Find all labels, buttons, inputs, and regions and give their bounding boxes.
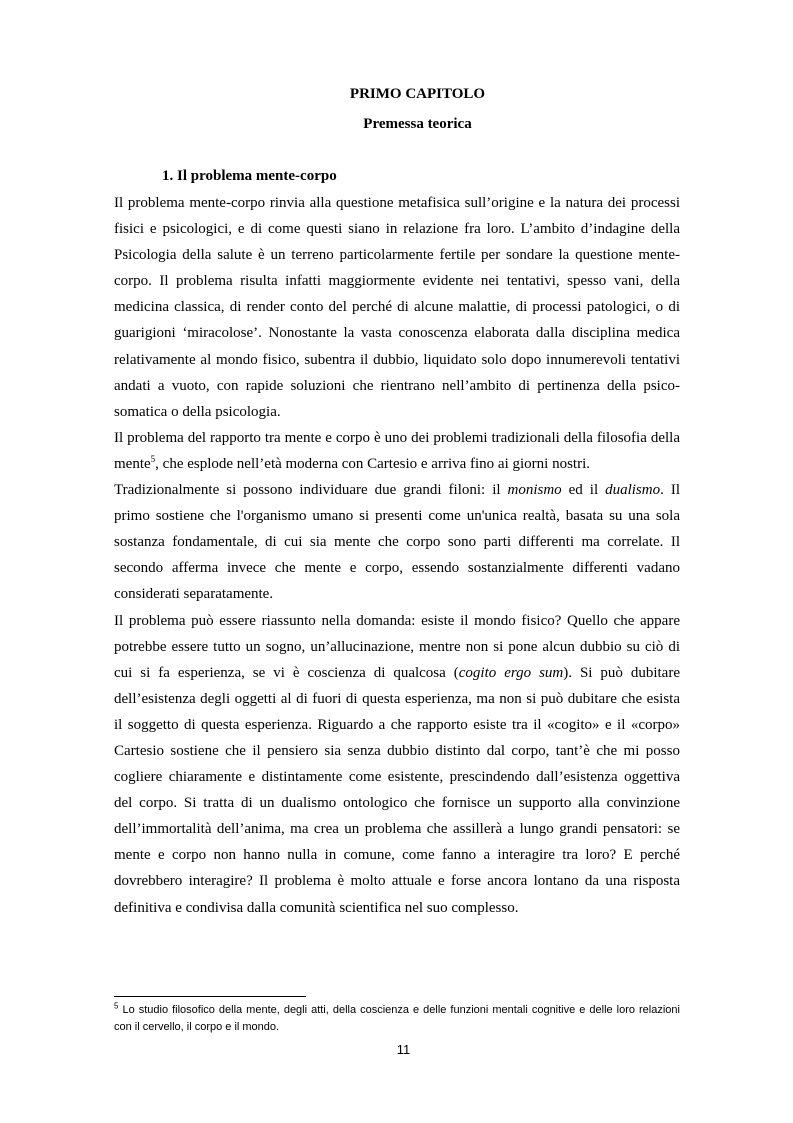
body-text	[114, 190, 680, 921]
term-dualismo: dualismo	[605, 482, 661, 499]
paragraph-4-text-a: Il problema può essere riassunto nella domanda: esiste il mondo fisico? Quello che appare potrebbe essere tutto un sogno, un’allucinazione, mentre non si pone alcun dubbio su ciò di cui si fa esperienza, se vi è coscienza di qualcosa (	[114, 612, 680, 681]
footnote	[114, 1002, 680, 1036]
paragraph-4-text-b: ). Si può dubitare dell’esistenza degli oggetti al di fuori di questa esperienza, ma non si può dubitare che esista il soggetto di questa esperienza. Riguardo a che rapporto esiste tra il «cogito» e il «corpo» Cartesio sostiene che il pensiero sia senza dubbio distinto dal corpo, tant’è che mi posso cogliere chiaramente e distintamente come esistente, prescindendo dall’esistenza oggettiva del corpo. Si tratta di un dualismo ontologico che fornisce un supporto alla convinzione dell’immortalità dell’anima, ma crea un problema che assillerà a lungo grandi pensatori: se mente e corpo non hanno nulla in comune, come fanno a interagire tra loro? E perché dovrebbero interagire? Il problema è molto attuale e forse ancora lontano da una risposta definitiva e condivisa dalla comunità scientifica nel suo complesso.	[114, 664, 680, 916]
term-monismo: monismo	[507, 482, 562, 499]
paragraph-3-text-a: Tradizionalmente si possono individuare due grandi filoni: il	[114, 482, 508, 499]
paragraph-1: Il problema mente-corpo rinvia alla questione metafisica sull’origine e la natura dei processi fisici e psicologici, e di come questi siano in relazione fra loro. L’ambito d’indagine della Psicologia della salute è un terreno particolarmente fertile per sondare la questione mente-corpo. Il problema risulta infatti maggiormente evidente nei tentativi, spesso vani, della medicina classica, di render conto del perché di alcune malattie, di processi patologici, o di guarigioni ‘miracolose’. Nonostante la vasta conoscenza elaborata dalla disciplina medica relativamente al mondo fisico, subentra il dubbio, liquidato solo dopo innumerevoli tentativi andati a vuoto, con rapide soluzioni che rientrano nell’ambito di pertinenza della psico-somatica o della psicologia.	[114, 195, 680, 420]
paragraph-2-text-a: Il problema del rapporto tra mente e corpo è uno dei problemi tradizionali della filosofia della mente	[114, 429, 680, 472]
footnote-divider	[114, 996, 306, 997]
paragraph-2-text-b: , che esplode nell’età moderna con Cartesio e arriva fino ai giorni nostri.	[155, 455, 591, 472]
paragraph-3-text-b: ed il	[561, 482, 606, 499]
paragraph-3-text-c: . Il primo sostiene che l'organismo umano si presenti come un'unica realtà, basata su una sola sostanza fondamentale, di cui sia mente che corpo sono parti differenti ma correlate. Il secondo afferma invece che mente e corpo, essendo sostanzialmente differenti vadano considerati separatamente.	[114, 482, 680, 603]
footnote-reference[interactable]: 5	[150, 453, 156, 464]
footnote-marker: 5	[114, 1001, 119, 1011]
term-cogito-ergo-sum: cogito ergo sum	[458, 664, 564, 681]
paragraph-4	[114, 608, 680, 921]
page-number: 11	[396, 1042, 411, 1057]
chapter-subtitle: Premessa teorica	[363, 116, 472, 132]
section-heading: 1. Il problema mente-corpo	[162, 168, 337, 184]
paragraph-2	[114, 425, 680, 477]
footnote-text: Lo studio filosofico della mente, degli atti, della coscienza e delle funzioni mentali cognitive e delle loro relazioni con il cervello, il corpo e il mondo.	[114, 1004, 680, 1033]
paragraph-3	[114, 477, 680, 607]
chapter-title: PRIMO CAPITOLO	[349, 86, 486, 102]
